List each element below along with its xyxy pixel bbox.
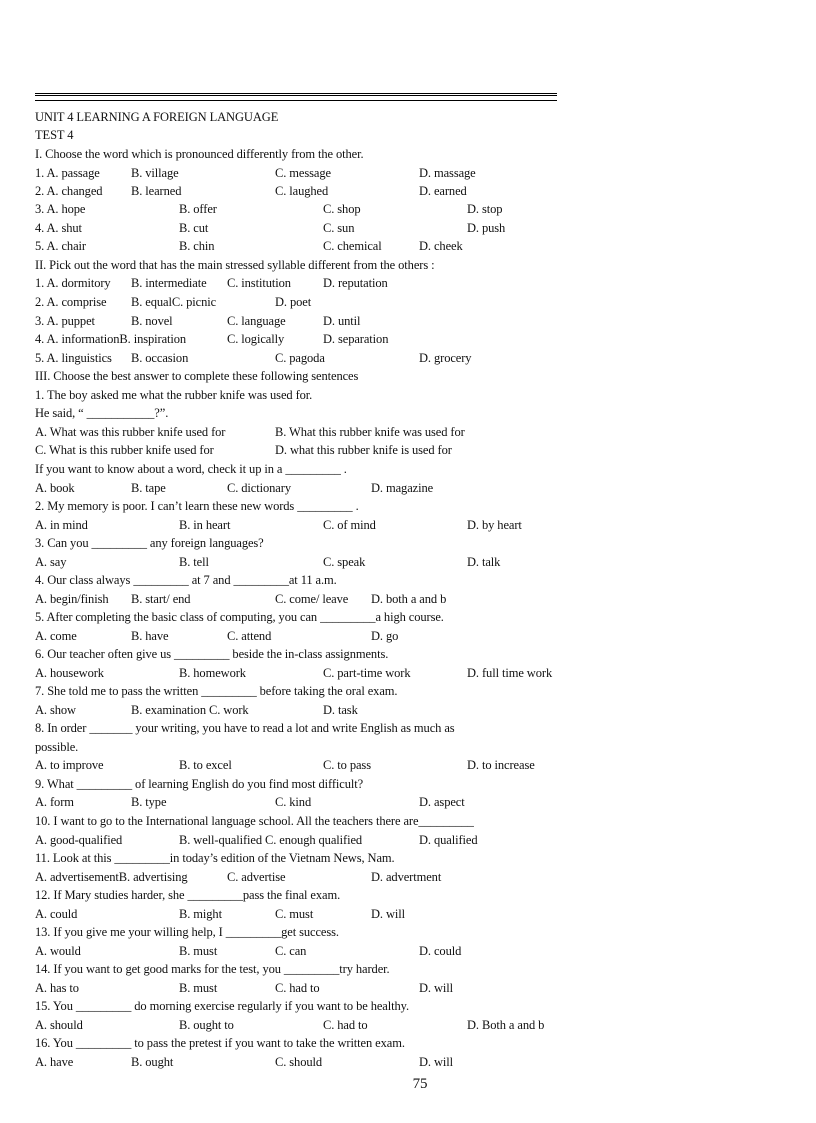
text-line: 11. Look at this _________in today’s edition of the Vietnam News, Nam. [35, 851, 395, 865]
text-line: II. Pick out the word that has the main stressed syllable different from the others : [35, 258, 435, 272]
text-line: III. Choose the best answer to complete these following sentences [35, 369, 359, 383]
answer-option: 5. A. chair [35, 239, 86, 253]
text-line: 15. You _________ do morning exercise regularly if you want to be healthy. [35, 999, 410, 1013]
answer-option: D. massage [419, 166, 476, 180]
answer-option: D. will [371, 907, 406, 921]
unit-title: UNIT 4 LEARNING A FOREIGN LANGUAGE [35, 110, 279, 124]
answer-option: A. has to [35, 981, 79, 995]
answer-option: A. housework [35, 666, 104, 680]
answer-option: B. ought [131, 1055, 174, 1069]
answer-option: B. intermediate [131, 276, 207, 290]
answer-option: A. would [35, 944, 81, 958]
answer-option: B. novel [131, 314, 173, 328]
answer-option: D. earned [419, 184, 467, 198]
answer-option: B. tape [131, 481, 166, 495]
answer-option: C. laughed [275, 184, 329, 198]
text-line: I. Choose the word which is pronounced differently from the other. [35, 147, 364, 161]
answer-option: 2. A. comprise [35, 295, 107, 309]
answer-option: D. until [323, 314, 361, 328]
answer-option: B. occasion [131, 351, 189, 365]
answer-option: B. type [131, 795, 167, 809]
answer-option: C. speak [323, 555, 366, 569]
answer-option: A. What was this rubber knife used for [35, 425, 226, 439]
answer-option: D. Both a and b [467, 1018, 545, 1032]
answer-option: D. could [419, 944, 462, 958]
answer-option: B. offer [179, 202, 217, 216]
answer-option: 1. A. passage [35, 166, 100, 180]
answer-option: C. message [275, 166, 331, 180]
answer-option: C. come/ leave [275, 592, 349, 606]
text-line: possible. [35, 740, 79, 754]
answer-option: B. might [179, 907, 222, 921]
text-line: 3. Can you _________ any foreign languages? [35, 536, 264, 550]
answer-option: B. well-qualified C. enough qualified [179, 833, 363, 847]
text-line: 14. If you want to get good marks for the test, you _________try harder. [35, 962, 390, 976]
answer-option: C. part-time work [323, 666, 411, 680]
answer-option: B. must [179, 944, 218, 958]
answer-option: A. book [35, 481, 75, 495]
text-line: 5. After completing the basic class of computing, you can _________a high course. [35, 610, 444, 624]
answer-option: D. will [419, 981, 454, 995]
answer-option: 3. A. puppet [35, 314, 95, 328]
answer-option: D. what this rubber knife is used for [275, 443, 452, 457]
answer-option: D. talk [467, 555, 501, 569]
answer-option: B. chin [179, 239, 215, 253]
answer-option: 1. A. dormitory [35, 276, 111, 290]
answer-option: C. of mind [323, 518, 376, 532]
answer-option: C. must [275, 907, 314, 921]
answer-option: B. start/ end [131, 592, 191, 606]
test-label: TEST 4 [35, 128, 74, 142]
answer-option: D. cheek [419, 239, 463, 253]
text-line: 12. If Mary studies harder, she _________pass the final exam. [35, 888, 341, 902]
answer-option: D. by heart [467, 518, 522, 532]
text-line: 9. What _________ of learning English do you find most difficult? [35, 777, 364, 791]
text-line: 13. If you give me your willing help, I _________get success. [35, 925, 339, 939]
answer-option: C. logically [227, 332, 285, 346]
answer-option: C. advertise [227, 870, 286, 884]
answer-option: D. poet [275, 295, 312, 309]
answer-option: C. What is this rubber knife used for [35, 443, 214, 457]
answer-option: D. push [467, 221, 506, 235]
answer-option: D. task [323, 703, 358, 717]
text-line: 8. In order _______ your writing, you have to read a lot and write English as much as [35, 721, 455, 735]
answer-option: C. sun [323, 221, 355, 235]
answer-option: A. good-qualified [35, 833, 123, 847]
answer-option: B. in heart [179, 518, 231, 532]
answer-option: D. magazine [371, 481, 434, 495]
answer-option: C. institution [227, 276, 291, 290]
answer-option: A. advertisementB. advertising [35, 870, 188, 884]
answer-option: A. have [35, 1055, 74, 1069]
answer-option: B. examination C. work [131, 703, 249, 717]
answer-option: B. learned [131, 184, 182, 198]
answer-option: D. to increase [467, 758, 535, 772]
answer-option: C. to pass [323, 758, 371, 772]
answer-option: B. tell [179, 555, 209, 569]
answer-option: B. cut [179, 221, 209, 235]
answer-option: C. pagoda [275, 351, 325, 365]
answer-option: 4. A. informationB. inspiration [35, 332, 187, 346]
answer-option: A. in mind [35, 518, 88, 532]
answer-option: D. both a and b [371, 592, 447, 606]
answer-option: D. stop [467, 202, 503, 216]
answer-option: D. will [419, 1055, 454, 1069]
answer-option: C. can [275, 944, 307, 958]
answer-option: A. show [35, 703, 76, 717]
answer-option: A. begin/finish [35, 592, 109, 606]
text-line: 7. She told me to pass the written _________ before taking the oral exam. [35, 684, 398, 698]
answer-option: A. should [35, 1018, 83, 1032]
answer-option: C. chemical [323, 239, 382, 253]
text-line: 2. My memory is poor. I can’t learn these new words _________ . [35, 499, 359, 513]
answer-option: A. come [35, 629, 77, 643]
answer-option: B. equalC. picnic [131, 295, 217, 309]
answer-option: C. had to [323, 1018, 368, 1032]
answer-option: 5. A. linguistics [35, 351, 112, 365]
text-line: He said, “ ___________?”. [35, 406, 169, 420]
answer-option: D. full time work [467, 666, 553, 680]
answer-option: 4. A. shut [35, 221, 82, 235]
header-double-rule [35, 93, 557, 101]
answer-option: B. to excel [179, 758, 232, 772]
answer-option: C. dictionary [227, 481, 291, 495]
text-line: 1. The boy asked me what the rubber knife was used for. [35, 388, 313, 402]
answer-option: D. qualified [419, 833, 478, 847]
answer-option: B. village [131, 166, 179, 180]
answer-option: C. had to [275, 981, 320, 995]
answer-option: C. shop [323, 202, 361, 216]
answer-option: A. say [35, 555, 67, 569]
answer-option: 2. A. changed [35, 184, 103, 198]
answer-option: C. language [227, 314, 286, 328]
answer-option: D. separation [323, 332, 389, 346]
text-line: 4. Our class always _________ at 7 and _________at 11 a.m. [35, 573, 337, 587]
text-line: 6. Our teacher often give us _________ beside the in-class assignments. [35, 647, 389, 661]
answer-option: D. go [371, 629, 399, 643]
answer-option: B. have [131, 629, 169, 643]
answer-option: D. aspect [419, 795, 465, 809]
answer-option: C. should [275, 1055, 323, 1069]
answer-option: D. reputation [323, 276, 388, 290]
answer-option: B. ought to [179, 1018, 234, 1032]
answer-option: B. What this rubber knife was used for [275, 425, 465, 439]
text-line: If you want to know about a word, check it up in a _________ . [35, 462, 347, 476]
answer-option: A. form [35, 795, 74, 809]
text-line: 10. I want to go to the International language school. All the teachers there are_________ [35, 814, 474, 828]
answer-option: 3. A. hope [35, 202, 86, 216]
answer-option: B. homework [179, 666, 246, 680]
answer-option: A. to improve [35, 758, 104, 772]
answer-option: C. kind [275, 795, 312, 809]
answer-option: D. advertment [371, 870, 442, 884]
page-number: 75 [412, 1076, 428, 1092]
answer-option: C. attend [227, 629, 272, 643]
answer-option: B. must [179, 981, 218, 995]
text-line: 16. You _________ to pass the pretest if you want to take the written exam. [35, 1036, 405, 1050]
answer-option: A. could [35, 907, 78, 921]
answer-option: D. grocery [419, 351, 472, 365]
